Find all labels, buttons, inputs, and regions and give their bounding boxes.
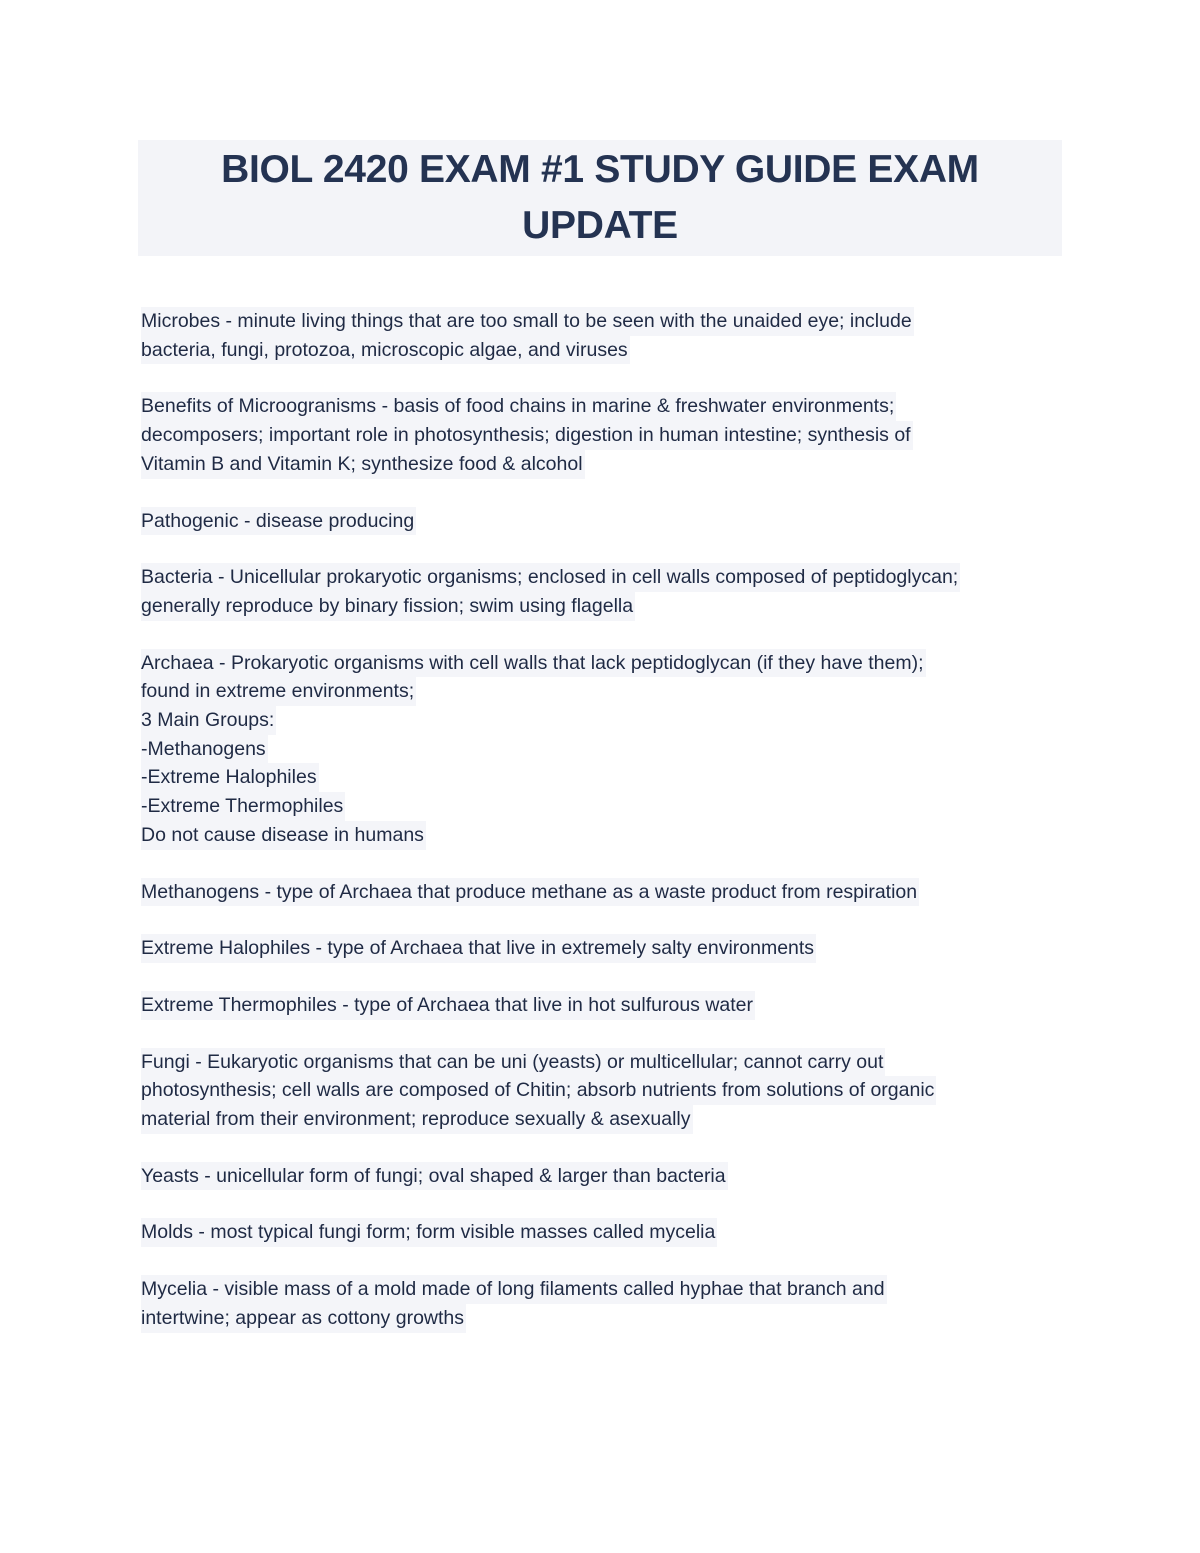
entry-text-line: Extreme Thermophiles - type of Archaea that live in hot sulfurous water bbox=[141, 991, 755, 1020]
glossary-entry bbox=[141, 1275, 1061, 1332]
entry-text-line: Methanogens - type of Archaea that produce methane as a waste product from respiration bbox=[141, 878, 919, 907]
entry-text-line: -Extreme Halophiles bbox=[141, 763, 319, 792]
title-line-2: UPDATE bbox=[522, 204, 678, 247]
entry-text-line: -Extreme Thermophiles bbox=[141, 792, 345, 821]
entry-text-line: Yeasts - unicellular form of fungi; oval shaped & larger than bacteria bbox=[141, 1162, 728, 1191]
entry-text-line: material from their environment; reproduce sexually & asexually bbox=[141, 1105, 693, 1134]
entry-text-line: Do not cause disease in humans bbox=[141, 821, 426, 850]
glossary-entry bbox=[141, 307, 1061, 364]
document-body bbox=[141, 307, 1061, 1361]
entry-text-line: Archaea - Prokaryotic organisms with cell walls that lack peptidoglycan (if they have them); bbox=[141, 649, 926, 678]
entry-text-line: Microbes - minute living things that are too small to be seen with the unaided eye; include bbox=[141, 307, 914, 336]
entry-text-line: photosynthesis; cell walls are composed of Chitin; absorb nutrients from solutions of organic bbox=[141, 1076, 936, 1105]
entry-text-line: Vitamin B and Vitamin K; synthesize food & alcohol bbox=[141, 450, 585, 479]
glossary-entry bbox=[141, 878, 1061, 907]
title-line-1: BIOL 2420 EXAM #1 STUDY GUIDE EXAM bbox=[221, 148, 979, 191]
glossary-entry bbox=[141, 991, 1061, 1020]
entry-text-line: 3 Main Groups: bbox=[141, 706, 276, 735]
glossary-entry bbox=[141, 1048, 1061, 1134]
title-banner bbox=[138, 140, 1062, 256]
glossary-entry bbox=[141, 934, 1061, 963]
entry-text-line: -Methanogens bbox=[141, 735, 268, 764]
entry-text-line: intertwine; appear as cottony growths bbox=[141, 1304, 466, 1333]
glossary-entry bbox=[141, 649, 1061, 850]
glossary-entry bbox=[141, 507, 1061, 536]
entry-text-line: Benefits of Microogranisms - basis of food chains in marine & freshwater environments; bbox=[141, 392, 896, 421]
glossary-entry bbox=[141, 563, 1061, 620]
entry-text-line: Extreme Halophiles - type of Archaea that live in extremely salty environments bbox=[141, 934, 816, 963]
entry-text-line: Fungi - Eukaryotic organisms that can be uni (yeasts) or multicellular; cannot carry out bbox=[141, 1048, 885, 1077]
entry-text-line: Molds - most typical fungi form; form visible masses called mycelia bbox=[141, 1218, 717, 1247]
entry-text-line: bacteria, fungi, protozoa, microscopic algae, and viruses bbox=[141, 336, 630, 365]
glossary-entry bbox=[141, 1162, 1061, 1191]
entry-text-line: found in extreme environments; bbox=[141, 677, 416, 706]
entry-text-line: decomposers; important role in photosynthesis; digestion in human intestine; synthesis of bbox=[141, 421, 913, 450]
entry-text-line: Mycelia - visible mass of a mold made of long filaments called hyphae that branch and bbox=[141, 1275, 887, 1304]
entry-text-line: Bacteria - Unicellular prokaryotic organisms; enclosed in cell walls composed of peptidoglycan; bbox=[141, 563, 960, 592]
glossary-entry bbox=[141, 1218, 1061, 1247]
entry-text-line: generally reproduce by binary fission; swim using flagella bbox=[141, 592, 635, 621]
entry-text-line: Pathogenic - disease producing bbox=[141, 507, 416, 536]
glossary-entry bbox=[141, 392, 1061, 478]
document-title bbox=[221, 142, 979, 254]
